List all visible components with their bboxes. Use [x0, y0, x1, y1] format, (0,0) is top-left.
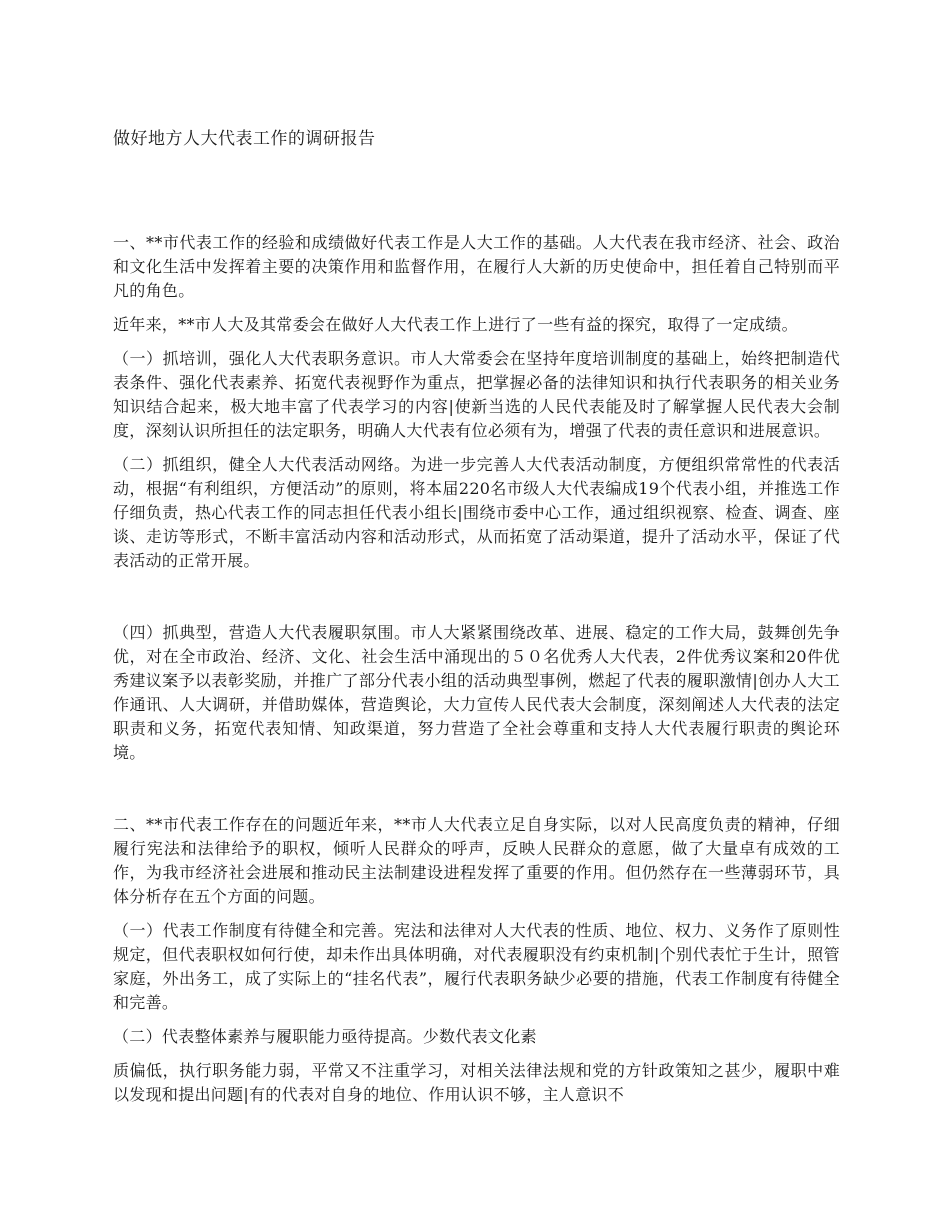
document-body [113, 231, 840, 1117]
paragraph-section-two-problems: 二、**市代表工作存在的问题近年来，**市人大代表立足自身实际，以对人民高度负责的精神，仔细履行宪法和法律给予的职权，倾听人民群众的呼声，反映人民群众的意愿，做了大量卓有成效的工作，为我市经济社会进展和推动民主法制建设进程发挥了重要的作用。但仍然存在一些薄弱环节，具体分析存在五个方面的问题。 [113, 815, 840, 906]
paragraph-organization: （二）抓组织，健全人大代表活动网络。为进一步完善人大代表活动制度，方便组织常常性的代表活动，根据“有利组织，方便活动”的原则，将本届220名市级人大代表编成19个代表小组，并推选工作仔细负责，热心代表工作的同志担任代表小组长|围绕市委中心工作，通过组织视察、检查、调查、座谈、走访等形式，不断丰富活动内容和活动形式，从而拓宽了活动渠道，提升了活动水平，保证了代表活动的正常开展。 [113, 455, 840, 570]
paragraph-system-improvement: （一）代表工作制度有待健全和完善。宪法和法律对人大代表的性质、地位、权力、义务作了原则性规定，但代表职权如何行使，却未作出具体明确，对代表履职没有约束机制|个别代表忙于生计，照管家庭，外出务工，成了实际上的“挂名代表”，履行代表职务缺少必要的措施，代表工作制度有待健全和完善。 [113, 921, 840, 1012]
paragraph-training: （一）抓培训，强化人大代表职务意识。市人大常委会在坚持年度培训制度的基础上，始终把制造代表条件、强化代表素养、拓宽代表视野作为重点，把掌握必备的法律知识和执行代表职务的相关业务知识结合起来，极大地丰富了代表学习的内容|使新当选的人民代表能及时了解掌握人民代表大会制度，深刻认识所担任的法定职务，明确人大代表有位必须有为，增强了代表的责任意识和进展意识。 [113, 349, 840, 440]
document-title: 做好地方人大代表工作的调研报告 [113, 129, 376, 149]
paragraph-section-one-intro: 一、**市代表工作的经验和成绩做好代表工作是人大工作的基础。人大代表在我市经济、社会、政治和文化生活中发挥着主要的决策作用和监督作用，在履行人大新的历史使命中，担任着自己特别而平凡的角色。 [113, 233, 840, 300]
paragraph-quality-heading: （二）代表整体素养与履职能力亟待提高。少数代表文化素 [113, 1027, 537, 1046]
paragraph-recent-years: 近年来，**市人大及其常委会在做好人大代表工作上进行了一些有益的探究，取得了一定成绩。 [113, 315, 798, 334]
paragraph-quality-detail: 质偏低，执行职务能力弱，平常又不注重学习，对相关法律法规和党的方针政策知之甚少，履职中难以发现和提出问题|有的代表对自身的地位、作用认识不够，主人意识不 [113, 1061, 840, 1104]
paragraph-typical-examples: （四）抓典型，营造人大代表履职氛围。市人大紧紧围绕改革、进展、稳定的工作大局，鼓舞创先争优，对在全市政治、经济、文化、社会生活中涌现出的５０名优秀人大代表，2件优秀议案和20件优秀建议案予以表彰奖励，并推广了部分代表小组的活动典型事例，燃起了代表的履职激情|创办人大工作通讯、人大调研，并借助媒体，营造舆论，大力宣传人民代表大会制度，深刻阐述人大代表的法定职责和义务，拓宽代表知情、知政渠道，努力营造了全社会尊重和支持人大代表履行职责的舆论环境。 [113, 623, 840, 762]
